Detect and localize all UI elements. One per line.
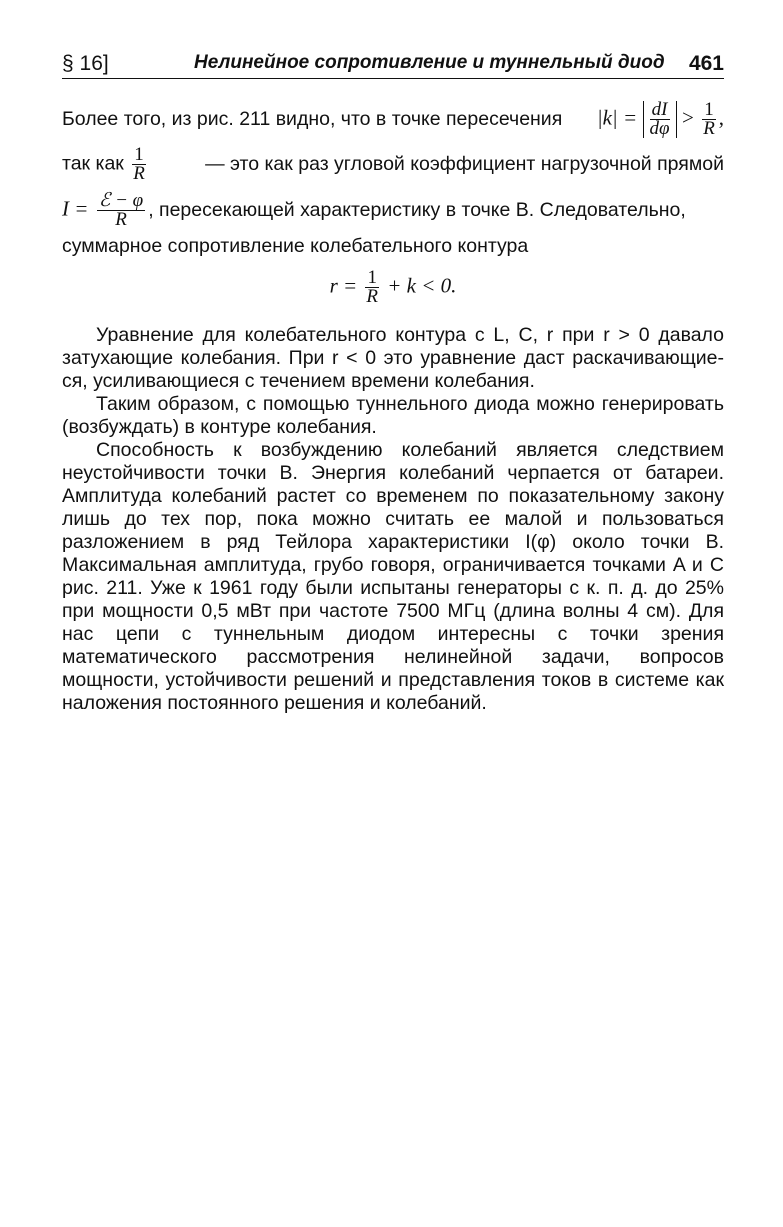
paragraph: Таким образом, с помощью туннельного диода можно генерировать (возбуждать) в контуре колебания. — [62, 393, 724, 438]
running-header — [62, 48, 724, 79]
fraction — [702, 98, 716, 139]
text-span: Более того, из рис. 211 видно, что в точке пересечения — [62, 107, 563, 130]
text-line — [62, 97, 724, 141]
absolute-value — [643, 98, 677, 139]
formula-text: + k < 0. — [387, 273, 457, 298]
numerator: ℰ − φ — [98, 189, 144, 211]
denominator: R — [115, 208, 127, 230]
page-body — [62, 97, 724, 715]
fraction — [365, 269, 379, 306]
inline-formula — [62, 189, 148, 230]
fraction — [132, 143, 146, 184]
book-page — [62, 48, 724, 715]
numerator: dI — [650, 101, 670, 120]
denominator: R — [133, 162, 145, 184]
text-line — [62, 187, 724, 233]
formula-text: , — [718, 105, 724, 130]
text-line — [62, 141, 724, 187]
denominator: dφ — [649, 117, 670, 139]
formula-text: r = — [329, 273, 358, 298]
formula-text: > — [681, 105, 694, 130]
numerator: 1 — [704, 98, 714, 120]
formula-text: I = — [62, 196, 89, 221]
section-number: § 16] — [62, 52, 109, 75]
numerator: 1 — [134, 143, 144, 165]
numerator: 1 — [367, 267, 377, 288]
fraction — [649, 98, 670, 139]
text-span: так как — [62, 152, 124, 175]
denominator: R — [703, 117, 715, 139]
page-number: 461 — [688, 52, 724, 75]
text-span: суммарное сопротивление колебательного контура — [62, 235, 529, 257]
text-span: , пересекающей характеристику в точке B. Следовательно, — [148, 198, 686, 221]
running-title: Нелинейное сопротивление и туннельный диод — [194, 52, 665, 73]
denominator: R — [366, 286, 378, 307]
fraction — [97, 189, 145, 230]
text-span — [62, 143, 149, 184]
paragraph: Уравнение для колебательного контура с L, C, r при r > 0 давало затухающие колебания. При r < 0 это уравнение даст раскачивающие-ся, усиливающиеся с течением времени колебания. — [62, 324, 724, 392]
display-equation — [62, 269, 724, 306]
text-line — [62, 235, 724, 261]
inline-formula — [596, 98, 724, 139]
paragraph: Способность к возбуждению колебаний является следствием неустойчивости точки B. Энергия колебаний черпается от батареи. Амплитуда колебаний растет со временем по показательному закону лишь до тех пор, пока можно считать ее малой и пользоваться разложением в ряд Тейлора характеристики I(φ) около точки B. Максимальная амплитуда, грубо говоря, ограничивается точками A и C рис. 211. Уже к 1961 году были испытаны генераторы с к. п. д. до 25% при мощности 0,5 мВт при частоте 7500 МГц (длина волны 4 см). Для нас цепи с туннельным диодом интересны с точки зрения математического рассмотрения нелинейной задачи, вопросов мощности, устойчивости решений и представления токов в системе как наложения постоянного решения и колебаний. — [62, 439, 724, 714]
text-span: — это как раз угловой коэффициент нагрузочной прямой — [205, 152, 724, 175]
formula-text: |k| = — [596, 105, 638, 130]
